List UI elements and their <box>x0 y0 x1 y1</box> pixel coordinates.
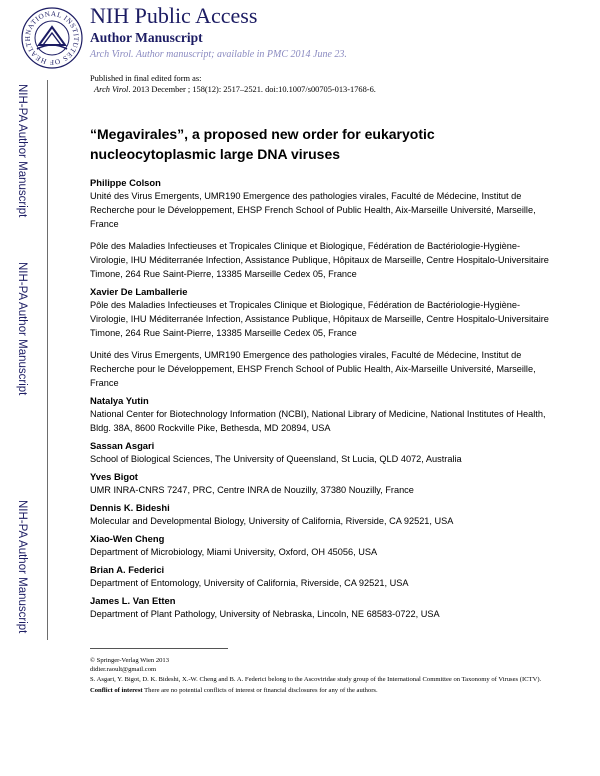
header-availability-note <box>90 49 347 61</box>
author-name: Xiao-Wen Cheng <box>90 533 165 544</box>
logo-ring-text: NATIONAL INSTITUTES OF HEALTH <box>23 9 81 67</box>
conflict-note <box>90 686 560 695</box>
svg-text:NATIONAL INSTITUTES OF HEALTH <box>24 10 80 66</box>
header-subtitle: Author Manuscript <box>90 30 203 45</box>
header-note-rest: Author manuscript; available in PMC 2014 June 23. <box>133 49 347 60</box>
author-affiliation: Pôle des Maladies Infectieuses et Tropicales Clinique et Biologique, Fédération de Bactériologie-Hygiène-Virologie, IHU Méditerranée Infection, Assistance Publique, Hôpitaux de Marseille, Centre Hospitalo-Universitaire Timone, 264 Rue Saint-Pierre, 13385 Marseille Cedex 05, France <box>90 241 549 279</box>
author-affiliation: Molecular and Developmental Biology, University of California, Riverside, CA 92521, USA <box>90 516 454 526</box>
author-affiliation: Department of Microbiology, Miami University, Oxford, OH 45056, USA <box>90 547 378 557</box>
author-name: Yves Bigot <box>90 471 138 482</box>
footnote-divider <box>90 648 228 649</box>
author-list <box>90 176 550 625</box>
author-affiliation: Unité des Virus Emergents, UMR190 Emergence des pathologies virales, Faculté de Médecine, Institut de Recherche pour le Développement, EHSP French School of Public Health, Aix-Marseille Université, Marseille, France <box>90 350 536 388</box>
sidebar-margin <box>0 0 50 776</box>
article-title: “Megavirales”, a proposed new order for eukaryotic nucleocytoplasmic large DNA viruses <box>90 126 435 162</box>
author-affiliation: National Center for Biotechnology Information (NCBI), National Library of Medicine, National Institutes of Health, Bldg. 38A, 8600 Rockville Pike, Bethesda, MD 20894, USA <box>90 409 546 433</box>
author-affiliation: School of Biological Sciences, The University of Queensland, St Lucia, QLD 4072, Australia <box>90 454 462 464</box>
author-affiliation: Unité des Virus Emergents, UMR190 Emergence des pathologies virales, Faculté de Médecine, Institut de Recherche pour le Développement, EHSP French School of Public Health, Aix-Marseille Université, Marseille, France <box>90 191 536 229</box>
author-affiliation: Department of Plant Pathology, University of Nebraska, Lincoln, NE 68583-0722, USA <box>90 609 440 619</box>
side-label-3: NIH-PA Author Manuscript <box>16 500 28 634</box>
side-label-2: NIH-PA Author Manuscript <box>16 262 28 396</box>
study-group-note: S. Asgari, Y. Bigot, D. K. Bideshi, X.-W. Cheng and B. A. Federici belong to the Ascoviridae study group of the International Committee on Taxonomy of Viruses (ICTV). <box>90 675 542 683</box>
author-affiliation: UMR INRA-CNRS 7247, PRC, Centre INRA de Nouzilly, 37380 Nouzilly, France <box>90 485 414 495</box>
citation-line <box>90 84 376 95</box>
author-name: Natalya Yutin <box>90 395 149 406</box>
author-name: Dennis K. Bideshi <box>90 502 170 513</box>
citation-journal: Arch Virol <box>94 85 129 94</box>
author-name: Sassan Asgari <box>90 440 155 451</box>
conflict-text: There are no potential conflicts of interest or financial disclosures for any of the authors. <box>142 687 378 695</box>
author-name: Brian A. Federici <box>90 564 165 575</box>
side-label-1: NIH-PA Author Manuscript <box>16 84 28 218</box>
sidebar-divider <box>47 80 48 640</box>
author-name: James L. Van Etten <box>90 595 176 606</box>
citation-details: . 2013 December ; 158(12): 2517–2521. doi:10.1007/s00705-013-1768-6. <box>128 85 376 94</box>
contact-email[interactable]: didier.raoult@gmail.com <box>90 666 157 674</box>
footnotes <box>90 656 560 696</box>
copyright-note: © Springer-Verlag Wien 2013 <box>90 657 170 664</box>
header-title: NIH Public Access <box>90 3 258 28</box>
author-name: Philippe Colson <box>90 177 161 188</box>
author-affiliation: Pôle des Maladies Infectieuses et Tropicales Clinique et Biologique, Fédération de Bactériologie-Hygiène-Virologie, IHU Méditerranée Infection, Assistance Publique, Hôpitaux de Marseille, Centre Hospitalo-Universitaire Timone, 264 Rue Saint-Pierre, 13385 Marseille Cedex 05, France <box>90 300 549 338</box>
conflict-label: Conflict of interest <box>90 687 143 695</box>
author-affiliation: Department of Entomology, University of California, Riverside, CA 92521, USA <box>90 578 409 588</box>
header <box>90 4 347 61</box>
nih-logo-icon <box>19 5 85 71</box>
publication-info <box>90 73 376 95</box>
author-name: Xavier De Lamballerie <box>90 286 188 297</box>
published-line: Published in final edited form as: <box>90 74 202 83</box>
header-note-journal: Arch Virol. <box>90 49 134 60</box>
